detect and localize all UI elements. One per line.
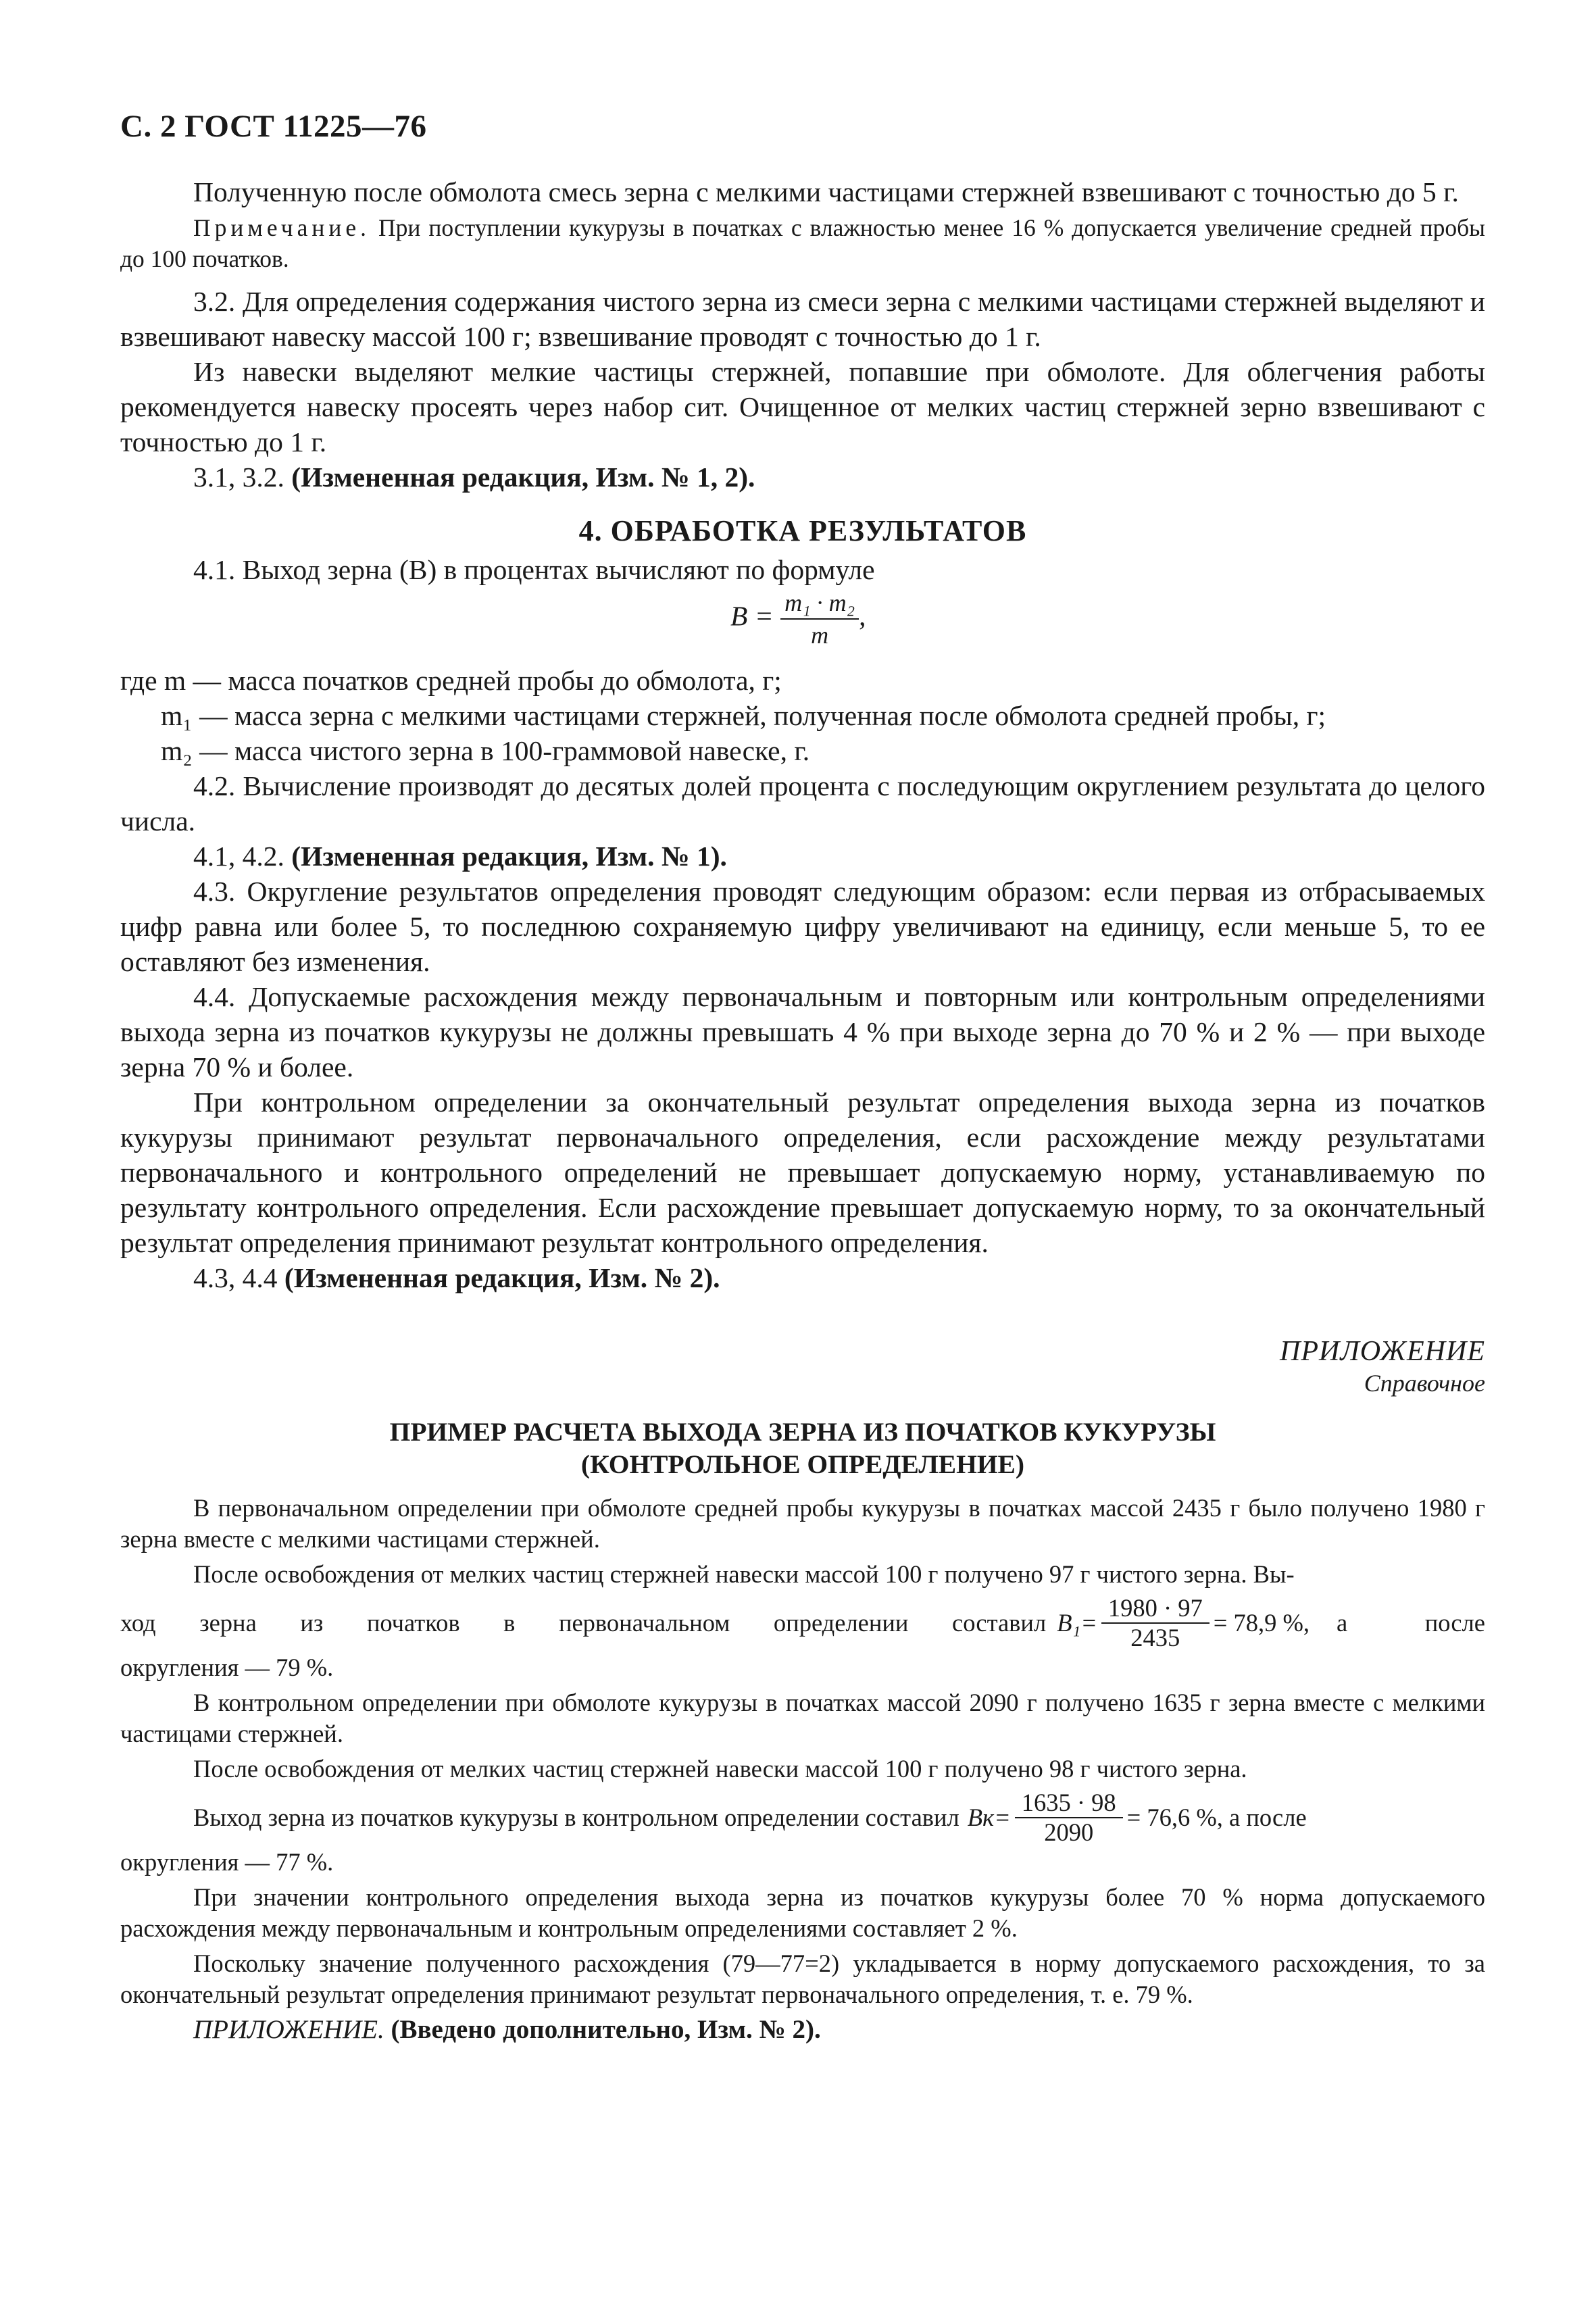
where-line-m1: m₁ — масса зерна с мелкими частицами стержней, полученная после обмолота средней пробы, г;: [161, 700, 1326, 731]
formula-fraction: [780, 589, 859, 649]
amendment-ref: 4.3, 4.4: [193, 1262, 284, 1293]
where-line-m: где m — масса початков средней пробы до обмолота, г;: [120, 665, 782, 696]
amendment-ref: 3.1, 3.2.: [193, 462, 292, 493]
example-title-line-1: ПРИМЕР РАСЧЕТА ВЫХОДА ЗЕРНА ИЗ ПОЧАТКОВ КУКУРУЗЫ: [389, 1417, 1216, 1447]
amendment-text: (Измененная редакция, Изм. № 1, 2).: [291, 462, 755, 493]
amendment-ref: 4.1, 4.2.: [193, 841, 292, 872]
amendment-note-2: [120, 839, 1485, 874]
paragraph-3-2b: Из навески выделяют мелкие частицы стержней, попавшие при обмолоте. Для облегчения работы рекомендуется навеску просеять через набор сит. Очищенное от мелких частиц стержней зерно взвешивают с точностью до 1 г.: [120, 356, 1485, 457]
example-formula-initial: [120, 1594, 1485, 1652]
formula-word: после: [1424, 1609, 1485, 1637]
formula-denominator: m: [811, 622, 829, 649]
section-4-title: 4. ОБРАБОТКА РЕЗУЛЬТАТОВ: [578, 514, 1027, 547]
page-header: С. 2 ГОСТ 11225—76: [120, 109, 427, 144]
formula-tail: ,: [859, 600, 866, 632]
formula-word: из: [300, 1609, 324, 1637]
formula-numerator: 1635 · 98: [1015, 1789, 1123, 1818]
formula-word: а: [1337, 1609, 1348, 1637]
formula-word: початков: [366, 1609, 460, 1637]
example-title-line-2: (КОНТРОЛЬНОЕ ОПРЕДЕЛЕНИЕ): [580, 1449, 1025, 1479]
paragraph-4-4b: При контрольном определении за окончательный результат определения выхода зерна из початков кукурузы принимают результат первоначального определения, если расхождение между результатами первоначального и контрольного определений не превышает допускаемую норму, устанавливаемую по результату контрольного определения. Если расхождение превышает допускаемую норму, то за окончательный результат определения принимают результат контрольного определения.: [120, 1087, 1485, 1258]
appendix-amendment: [120, 2014, 1485, 2045]
formula-result: = 76,6 %, а после: [1126, 1803, 1307, 1831]
appendix-heading: [120, 1335, 1485, 1398]
example-paragraph-3: округления — 79 %.: [120, 1653, 334, 1681]
formula-fraction: [1015, 1789, 1123, 1847]
paragraph-4-4: 4.4. Допускаемые расхождения между первоначальным и повторным или контрольным определениями выхода зерна из початков кукурузы не должны превышать 4 % при выходе зерна до 70 % и 2 % — при выходе зерна 70 % и более.: [120, 981, 1485, 1082]
paragraph-3-2: 3.2. Для определения содержания чистого зерна из смеси зерна с мелкими частицами стержней выделяют и взвешивают навеску массой 100 г; взвешивание проводят с точностью до 1 г.: [120, 286, 1485, 352]
note-text: При поступлении кукурузы в початках с влажностью менее 16 % допускается увеличение средней пробы до 100 початков.: [120, 214, 1485, 272]
formula-lhs: Bк=: [967, 1803, 1011, 1831]
example-paragraph-4: В контрольном определении при обмолоте кукурузы в початках массой 2090 г получено 1635 г зерна вместе с мелкими частицами стержней.: [120, 1689, 1485, 1747]
appendix-amendment-text: (Введено дополнительно, Изм. № 2).: [384, 2015, 821, 2044]
formula-fraction: [1101, 1594, 1210, 1652]
example-formula-control: [120, 1789, 1485, 1847]
document-page: [120, 108, 1485, 2049]
example-paragraph-8: Поскольку значение полученного расхождения (79—77=2) укладывается в норму допускаемого расхождения, то за окончательный результат определения принимают результат первоначального определения, т. е. 79 %.: [120, 1949, 1485, 2008]
example-paragraph-5: После освобождения от мелких частиц стержней навески массой 100 г получено 98 г чистого зерна.: [193, 1755, 1247, 1783]
formula-lhs: B₁=: [1057, 1609, 1097, 1637]
amendment-text: (Измененная редакция, Изм. № 2).: [284, 1262, 720, 1293]
paragraph-4-1: 4.1. Выход зерна (B) в процентах вычисляют по формуле: [193, 554, 875, 585]
amendment-text: (Измененная редакция, Изм. № 1).: [291, 841, 727, 872]
example-title: [120, 1416, 1485, 1480]
example-paragraph-2: После освобождения от мелких частиц стержней навески массой 100 г получено 97 г чистого зерна. Вы-: [193, 1560, 1295, 1588]
paragraph-4-2: 4.2. Вычисление производят до десятых долей процента с последующим округлением результата до целого числа.: [120, 770, 1485, 837]
appendix-amendment-label: ПРИЛОЖЕНИЕ.: [193, 2015, 384, 2044]
paragraph-intro: Полученную после обмолота смесь зерна с мелкими частицами стержней взвешивают с точностью до 5 г.: [193, 176, 1459, 207]
formula-word: определении: [773, 1609, 909, 1637]
example-paragraph-7: При значении контрольного определения выхода зерна из початков кукурузы более 70 % норма допускаемого расхождения между первоначальным и контрольным определениями составляет 2 %.: [120, 1883, 1485, 1942]
appendix-label: ПРИЛОЖЕНИЕ: [1280, 1336, 1485, 1367]
example-paragraph-6: округления — 77 %.: [120, 1848, 334, 1876]
formula-result: = 78,9 %,: [1213, 1609, 1310, 1637]
amendment-note-1: [120, 459, 1485, 495]
paragraph-4-3: 4.3. Округление результатов определения проводят следующим образом: если первая из отбрасываемых цифр равна или более 5, то последнюю сохраняемую цифру увеличивают на единицу, если меньше 5, то ее оставляют без изменения.: [120, 876, 1485, 977]
appendix-subtitle: Справочное: [1364, 1370, 1485, 1397]
note-label: Примечание.: [193, 214, 370, 241]
formula-numerator: 1980 · 97: [1101, 1594, 1210, 1624]
example-paragraph-1: В первоначальном определении при обмолоте средней пробы кукурузы в початках массой 2435 г было получено 1980 г зерна вместе с мелкими частицами стержней.: [120, 1494, 1485, 1553]
formula-word: составил: [952, 1609, 1047, 1637]
formula-word: в: [503, 1609, 516, 1637]
where-line-m2: m₂ — масса чистого зерна в 100-граммовой навеске, г.: [161, 735, 810, 766]
formula-lhs: B =: [730, 600, 774, 632]
formula-numerator: m₁ · m₂: [780, 589, 859, 620]
formula-word: первоначальном: [558, 1609, 730, 1637]
formula-yield: [120, 587, 1485, 663]
formula-prefix: Выход зерна из початков кукурузы в контрольном определении составил: [193, 1803, 959, 1831]
formula-word: ход: [120, 1609, 156, 1637]
formula-denominator: 2435: [1130, 1624, 1180, 1651]
formula-denominator: 2090: [1044, 1818, 1094, 1846]
formula-word: зерна: [199, 1609, 257, 1637]
amendment-note-3: [120, 1260, 1485, 1295]
note: [120, 212, 1485, 274]
